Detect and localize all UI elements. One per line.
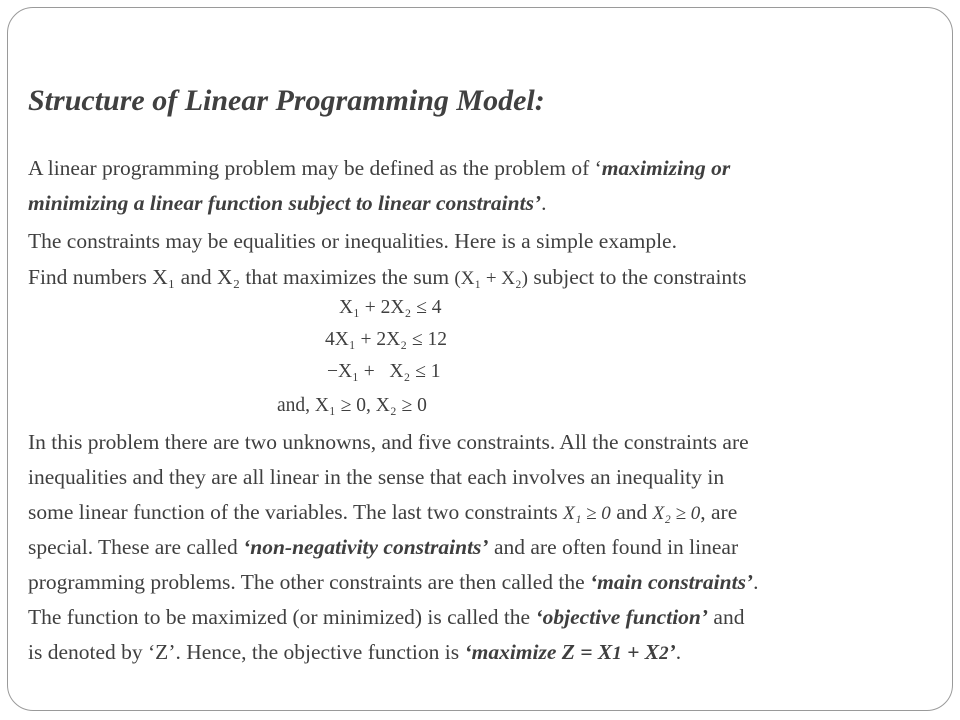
emphasis-text: ‘main constraints’ bbox=[590, 570, 754, 594]
paragraph-explanation-line-4 bbox=[28, 535, 738, 560]
emphasis-text: maximizing or bbox=[601, 156, 731, 180]
text-run: . bbox=[541, 191, 547, 215]
emphasis-text: minimizing a linear function subject to linear constraints’ bbox=[28, 191, 542, 215]
text-run: and are often found in linear bbox=[488, 535, 739, 559]
paragraph-find-numbers bbox=[28, 265, 747, 290]
text-run: and bbox=[708, 605, 745, 629]
emphasis-text: ‘objective function’ bbox=[535, 605, 709, 629]
paragraph-constraints-intro: The constraints may be equalities or inequalities. Here is a simple example. bbox=[28, 229, 677, 253]
paragraph-definition-line-1 bbox=[28, 156, 730, 181]
subscript-2: 2 bbox=[659, 643, 669, 664]
objective-function-text: ‘maximize Z = X bbox=[464, 640, 613, 664]
constraint-nonnegativity: and, X₁ ≥ 0, X₂ ≥ 0 bbox=[277, 395, 427, 416]
text-run: and bbox=[610, 500, 653, 524]
slide-title: Structure of Linear Programming Model: bbox=[28, 84, 545, 117]
text-run: some linear function of the variables. The last two constraints bbox=[28, 500, 564, 524]
paragraph-explanation-line-1: In this problem there are two unknowns, and five constraints. All the constraints are bbox=[28, 430, 749, 454]
text-run: A linear programming problem may be defined as the problem of ‘ bbox=[28, 156, 602, 180]
constraint-3: −X₁ + X₂ ≤ 1 bbox=[327, 361, 441, 382]
text-run: Find numbers X₁ and X₂ that maximizes the sum bbox=[28, 265, 455, 289]
text-run: . bbox=[675, 640, 682, 664]
emphasis-text: ‘non-negativity constraints’ bbox=[243, 535, 489, 559]
text-run: The function to be maximized (or minimized) is called the bbox=[28, 605, 536, 629]
text-run: programming problems. The other constraints are then called the bbox=[28, 570, 591, 594]
inline-math: X₂ ≥ 0 bbox=[652, 503, 701, 524]
text-run: . bbox=[753, 570, 759, 594]
paragraph-explanation-line-3 bbox=[28, 500, 737, 525]
text-run: , are bbox=[700, 500, 738, 524]
paragraph-explanation-line-7 bbox=[28, 640, 681, 665]
sum-expression: (X₁ + X₂) bbox=[454, 268, 528, 289]
text-run: is denoted by ‘Z’. Hence, the objective function is bbox=[28, 640, 465, 664]
constraint-2: 4X₁ + 2X₂ ≤ 12 bbox=[325, 329, 447, 350]
text-run: special. These are called bbox=[28, 535, 244, 559]
subscript-1: 1 bbox=[612, 643, 622, 664]
paragraph-explanation-line-2: inequalities and they are all linear in the sense that each involves an inequality in bbox=[28, 465, 725, 489]
inline-math: X₁ ≥ 0 bbox=[563, 503, 611, 524]
paragraph-explanation-line-5 bbox=[28, 570, 758, 595]
paragraph-explanation-line-6 bbox=[28, 605, 744, 630]
paragraph-definition-line-2 bbox=[28, 191, 547, 216]
constraint-1: X₁ + 2X₂ ≤ 4 bbox=[339, 297, 442, 318]
objective-function-text: + X bbox=[621, 640, 660, 664]
text-run: subject to the constraints bbox=[527, 265, 747, 289]
objective-function-text: ’ bbox=[668, 640, 676, 664]
